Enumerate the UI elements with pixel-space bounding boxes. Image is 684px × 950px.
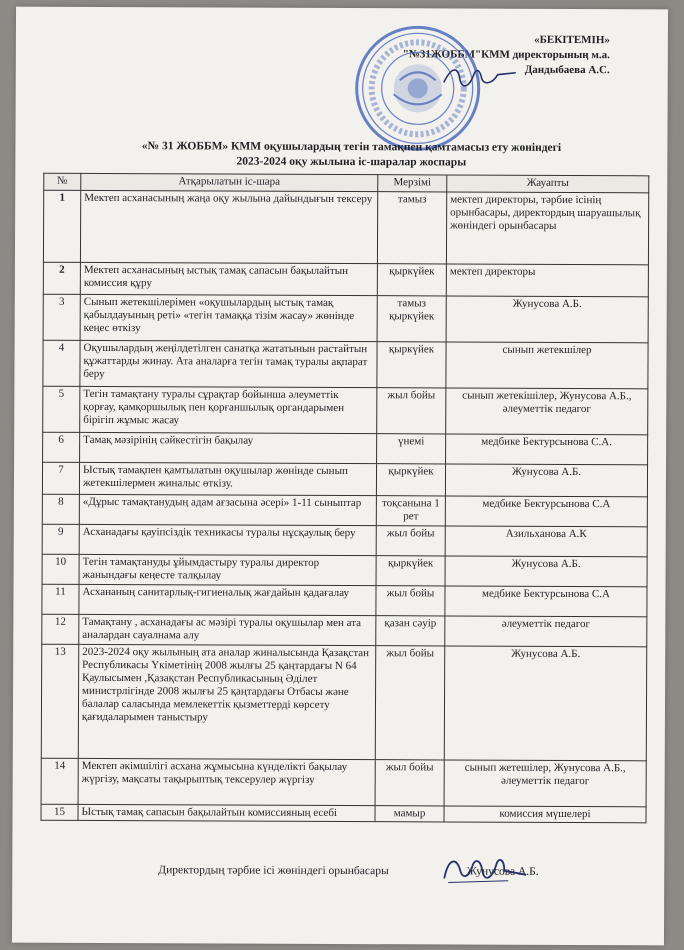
row-activity: Тамақ мәзірінің сәйкестігін бақылау (80, 432, 377, 463)
row-number: 5 (43, 386, 80, 432)
row-responsible: Жунусова А.Б. (445, 556, 647, 587)
row-responsible: медбике Бектурсынова С.А (445, 496, 647, 527)
row-activity: 2023-2024 оқу жылының ата аналар жиналысында Қазақстан Республикасы Үкіметінің 2008 жылғы 25 қаңтардағы N 64 Қаулысымен ,Қазақстан Республикасының Әділет министрлігінде 2008 жылғы 25 қаңтардағы Отбасы және балалар саласында мемлекеттік қызметтерді көрсету қағидаларымен таныстыру (78, 644, 375, 759)
table-row (43, 386, 648, 435)
document-page (12, 7, 668, 946)
table-row (41, 758, 646, 807)
row-number: 9 (42, 524, 79, 554)
header-number: № (44, 173, 81, 190)
table-row (42, 584, 647, 617)
header-term: Мерзімі (378, 175, 447, 192)
row-responsible: әлеуметтік педагог (445, 616, 647, 647)
row-responsible: Жунусова А.Б. (444, 646, 646, 761)
row-term: тамыз (377, 192, 446, 264)
row-activity: «Дұрыс тамақтанудың адам ағзасына әсері» 1-11 сыныптар (79, 494, 376, 525)
row-number: 13 (41, 644, 78, 758)
table-row (43, 262, 648, 297)
row-term: қыркүйек (376, 556, 445, 586)
table-row (42, 462, 647, 497)
row-term: үнемі (377, 434, 446, 464)
row-activity: Тегін тамақтануды ұйымдастыру туралы директор жанындағы кеңесте талқылау (79, 554, 376, 585)
table-row (43, 294, 648, 343)
row-number: 1 (43, 190, 80, 262)
document-title (71, 139, 631, 171)
row-term: мамыр (375, 806, 444, 822)
row-term: жыл бойы (375, 760, 444, 806)
row-activity: Оқушылардың жеңілдетілген санатқа жататынын растайтын құжаттарды жинау. Ата аналарға тегін тамақ туралы ақпарат беру (80, 340, 377, 387)
approval-heading: «БЕКІТЕМІН» (534, 33, 610, 47)
row-number: 11 (42, 584, 79, 614)
director-signature-icon (440, 62, 520, 90)
row-activity: Мектеп асханасының ыстық тамақ сапасын бақылайтын комиссия құру (80, 262, 377, 295)
row-number: 7 (42, 462, 79, 494)
approval-name: Дандыбаева А.С. (524, 63, 610, 77)
row-responsible: мектеп директоры (446, 264, 648, 297)
table-row (42, 554, 647, 587)
header-activity: Атқарылатын іс-шара (81, 173, 378, 191)
row-activity: Асхананың санитарлық-гигиеналық жағдайын қадағалау (79, 584, 376, 615)
title-line-2: 2023-2024 оқу жылына іс-шаралар жоспары (236, 155, 467, 169)
row-responsible: сынып жетекішілер, Жунусова А.Б., әлеуметтік педагог (446, 388, 648, 435)
row-number: 8 (42, 494, 79, 524)
activity-plan-table (40, 173, 649, 824)
row-activity: Ыстық тамақ сапасын бақылайтын комиссияның есебі (78, 804, 375, 821)
table-row (43, 432, 648, 465)
row-responsible: медбике Бектурсынова С.А. (446, 434, 648, 465)
title-line-1: «№ 31 ЖОББМ» КММ оқушылардың тегін тамақпен қамтамасыз ету жөніндегі (141, 140, 562, 154)
deputy-signature-icon (438, 848, 530, 888)
row-responsible: медбике Бектурсынова С.А (445, 586, 647, 617)
row-responsible: Жунусова А.Б. (446, 296, 648, 343)
footer-position: Директордың тәрбие ісі жөніндегі орынбасары (158, 864, 389, 878)
row-number: 4 (43, 340, 80, 386)
table-row (42, 524, 647, 557)
row-term: қыркүйек (377, 342, 446, 388)
table-row (41, 804, 646, 823)
row-term: тамыз қыркүйек (377, 296, 446, 342)
row-number: 10 (42, 554, 79, 584)
row-number: 2 (43, 262, 80, 294)
row-responsible: Азильханова А.К (445, 526, 647, 557)
row-activity: Мектеп әкімшілігі асхана жұмысына күнделікті бақылау жүргізу, мақсаты тақырыптық тексерулер жүргізу (78, 758, 375, 805)
row-activity: Тегін тамақтану туралы сұрақтар бойынша әлеуметтік қорғау, қамқоршылық пен қорғаншылық органдарымен бірігіп жұмыс жасау (80, 386, 377, 433)
row-activity: Ыстық тамақпен қамтылатын оқушылар жөнінде сынып жетекшілермен жиналыс өткізу. (79, 462, 376, 495)
row-term: жыл бойы (375, 646, 444, 760)
table-row (42, 614, 647, 647)
row-number: 6 (43, 432, 80, 462)
row-term: жыл бойы (377, 388, 446, 434)
row-responsible: комиссия мүшелері (444, 806, 646, 823)
table-row (41, 644, 646, 761)
table-row (42, 494, 647, 527)
row-activity: Мектеп асханасының жаңа оқу жылына дайындығын тексеру (80, 190, 377, 263)
row-term: жыл бойы (376, 586, 445, 616)
row-activity: Асханадағы қауіпсіздік техникасы туралы нұсқаулық беру (79, 524, 376, 555)
row-activity: Сынып жетекшілерімен «оқушылардың ыстық тамақ қабылдауының реті» «тегін тамаққа тізім жасау» жөнінде кеңес өткізу (80, 294, 377, 341)
row-responsible: мектеп директоры, тәрбие ісінің орынбасары, директордың шаруашылық жөніндегі орынбасары (446, 192, 648, 265)
row-term: қыркүйек (377, 264, 446, 296)
table-row (43, 340, 648, 389)
row-term: қыркүйек (376, 464, 445, 496)
row-responsible: сынып жетекшілер (446, 342, 648, 389)
footer-name: Жунусова А.Б. (466, 865, 539, 878)
row-number: 14 (41, 758, 78, 804)
row-activity: Тамақтану , асханадағы ас мәзірі туралы оқушылар мен ата аналардан сауалнама алу (79, 614, 376, 645)
row-number: 15 (41, 804, 78, 820)
row-number: 12 (42, 614, 79, 644)
row-responsible: сынып жетешілер, Жунусова А.Б., әлеуметтік педагог (444, 760, 646, 807)
row-term: жыл бойы (376, 526, 445, 556)
row-number: 3 (43, 294, 80, 340)
approval-position: "№31ЖОББМ"КММ директорының м.а. (402, 48, 610, 62)
row-term: тоқсанына 1 рет (376, 496, 445, 526)
row-responsible: Жунусова А.Б. (445, 464, 647, 497)
header-responsible: Жауапты (447, 175, 649, 193)
table-row (43, 190, 648, 265)
row-term: қазан сәуір (376, 616, 445, 646)
